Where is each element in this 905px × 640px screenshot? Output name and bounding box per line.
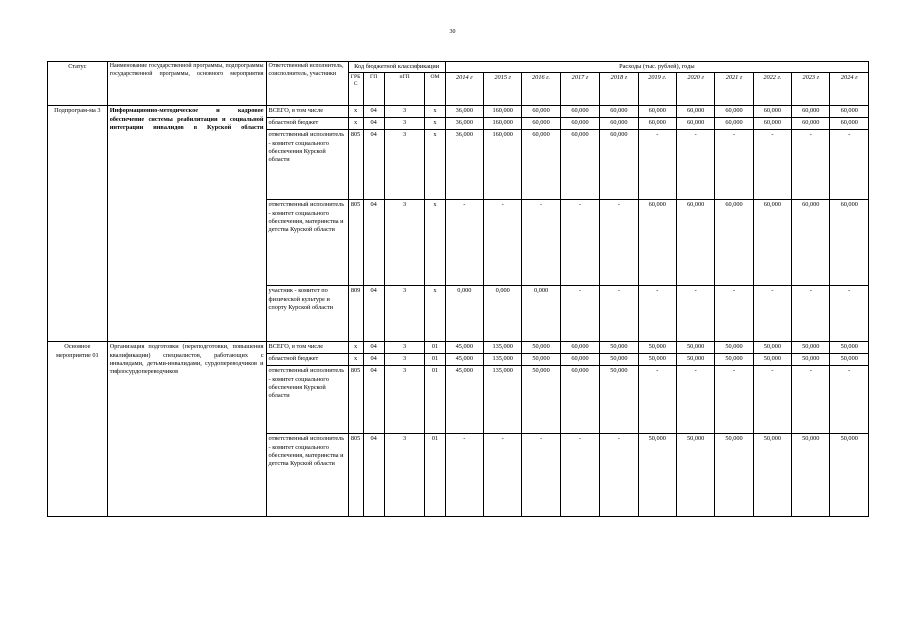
responsible-cell: участник - комитет по физической культуре и спорту Курской области: [266, 286, 348, 342]
value-cell: 50,000: [676, 354, 714, 366]
value-cell: 60,000: [560, 354, 599, 366]
value-cell: 60,000: [676, 118, 714, 130]
code-cell: 04: [363, 106, 384, 118]
value-cell: -: [638, 286, 676, 342]
code-cell: 3: [384, 286, 425, 342]
value-cell: 50,000: [830, 434, 869, 517]
responsible-cell: ВСЕГО, в том числе: [266, 342, 348, 354]
value-cell: -: [484, 434, 522, 517]
code-cell: 3: [384, 200, 425, 286]
value-cell: 50,000: [600, 342, 638, 354]
value-cell: 60,000: [638, 118, 676, 130]
value-cell: 45,000: [445, 342, 483, 354]
value-cell: -: [600, 434, 638, 517]
value-cell: 160,000: [484, 130, 522, 200]
value-cell: -: [676, 130, 714, 200]
responsible-cell: ответственный исполнитель - комитет социального обеспечения, материнства и детства Курской области: [266, 200, 348, 286]
value-cell: -: [715, 130, 753, 200]
value-cell: 36,000: [445, 106, 483, 118]
value-cell: 60,000: [560, 118, 599, 130]
value-cell: 60,000: [715, 106, 753, 118]
value-cell: 135,000: [484, 354, 522, 366]
value-cell: -: [560, 200, 599, 286]
value-cell: -: [522, 200, 560, 286]
value-cell: 0,000: [484, 286, 522, 342]
header-year: 2016 г.: [522, 73, 560, 106]
section-name: Организация подготовки (переподготовки, повышения квалификации) специалистов, работающих с инвалидами, детьми-инвалидами, сурдопереводчиков и тифлосурдопереводчиков: [107, 342, 266, 517]
responsible-cell: ВСЕГО, в том числе: [266, 106, 348, 118]
header-year: 2024 г: [830, 73, 869, 106]
code-cell: 01: [425, 434, 445, 517]
code-cell: 04: [363, 354, 384, 366]
value-cell: 60,000: [715, 118, 753, 130]
header-code-grbs: ГРБС: [348, 73, 363, 106]
code-cell: х: [348, 106, 363, 118]
value-cell: -: [484, 200, 522, 286]
value-cell: 50,000: [715, 342, 753, 354]
code-cell: 01: [425, 366, 445, 434]
value-cell: 160,000: [484, 106, 522, 118]
value-cell: -: [830, 366, 869, 434]
value-cell: 135,000: [484, 366, 522, 434]
header-codes-group: Код бюджетной классификации: [348, 62, 445, 73]
value-cell: 50,000: [638, 354, 676, 366]
value-cell: 0,000: [522, 286, 560, 342]
code-cell: х: [425, 118, 445, 130]
responsible-cell: ответственный исполнитель - комитет социального обеспечения Курской области: [266, 130, 348, 200]
value-cell: 50,000: [676, 342, 714, 354]
code-cell: 3: [384, 434, 425, 517]
header-year: 2020 г: [676, 73, 714, 106]
header-name: Наименование государственной программы, подпрограммы государственной программы, основного мероприятия: [107, 62, 266, 106]
value-cell: 60,000: [753, 118, 791, 130]
value-cell: -: [715, 286, 753, 342]
header-year: 2022 г.: [753, 73, 791, 106]
value-cell: 50,000: [715, 434, 753, 517]
responsible-cell: ответственный исполнитель - комитет социального обеспечения, материнства и детства Курской области: [266, 434, 348, 517]
value-cell: 50,000: [676, 434, 714, 517]
value-cell: 50,000: [715, 354, 753, 366]
header-year: 2017 г: [560, 73, 599, 106]
value-cell: 36,000: [445, 118, 483, 130]
value-cell: 60,000: [830, 118, 869, 130]
value-cell: 60,000: [753, 200, 791, 286]
section-name: Информационно-методическое и кадровое обеспечение системы реабилитации и социальной интеграции инвалидов в Курской области: [107, 106, 266, 342]
header-year: 2014 г: [445, 73, 483, 106]
code-cell: 04: [363, 342, 384, 354]
value-cell: -: [600, 200, 638, 286]
value-cell: 50,000: [753, 434, 791, 517]
value-cell: 50,000: [600, 354, 638, 366]
value-cell: 60,000: [522, 106, 560, 118]
value-cell: 60,000: [715, 200, 753, 286]
value-cell: -: [753, 130, 791, 200]
code-cell: 3: [384, 354, 425, 366]
header-status: Статус: [48, 62, 108, 106]
header-year: 2023 г: [792, 73, 830, 106]
value-cell: -: [445, 434, 483, 517]
value-cell: 60,000: [792, 118, 830, 130]
table-row: [48, 342, 869, 354]
header-row-1: [48, 62, 869, 73]
code-cell: 04: [363, 434, 384, 517]
code-cell: 805: [348, 200, 363, 286]
table-body: [48, 62, 869, 517]
value-cell: -: [560, 286, 599, 342]
header-responsible: Ответственный исполнитель, соисполнитель, участники: [266, 62, 348, 106]
value-cell: 50,000: [753, 342, 791, 354]
value-cell: 60,000: [600, 106, 638, 118]
responsible-cell: областной бюджет: [266, 118, 348, 130]
code-cell: х: [348, 118, 363, 130]
code-cell: 04: [363, 366, 384, 434]
value-cell: 50,000: [522, 354, 560, 366]
value-cell: 45,000: [445, 366, 483, 434]
code-cell: 04: [363, 286, 384, 342]
value-cell: 60,000: [792, 106, 830, 118]
code-cell: 01: [425, 342, 445, 354]
value-cell: -: [830, 130, 869, 200]
value-cell: 50,000: [792, 354, 830, 366]
value-cell: 60,000: [676, 200, 714, 286]
value-cell: -: [522, 434, 560, 517]
header-expenses-group: Расходы (тыс. рублей), годы: [445, 62, 868, 73]
value-cell: 60,000: [560, 106, 599, 118]
code-cell: 04: [363, 200, 384, 286]
section-status: Основное мероприятие 01: [48, 342, 108, 517]
page-number: 30: [449, 29, 456, 35]
value-cell: 50,000: [792, 342, 830, 354]
value-cell: 60,000: [676, 106, 714, 118]
code-cell: х: [425, 200, 445, 286]
code-cell: 3: [384, 130, 425, 200]
value-cell: 50,000: [753, 354, 791, 366]
code-cell: 04: [363, 130, 384, 200]
value-cell: -: [600, 286, 638, 342]
value-cell: 60,000: [830, 106, 869, 118]
value-cell: -: [792, 130, 830, 200]
value-cell: 45,000: [445, 354, 483, 366]
value-cell: -: [792, 366, 830, 434]
value-cell: 60,000: [830, 200, 869, 286]
value-cell: 50,000: [638, 434, 676, 517]
code-cell: х: [348, 354, 363, 366]
code-cell: 3: [384, 118, 425, 130]
header-year: 2018 г: [600, 73, 638, 106]
header-year: 2021 г: [715, 73, 753, 106]
header-code-pgp: пГП: [384, 73, 425, 106]
value-cell: 60,000: [560, 366, 599, 434]
value-cell: 60,000: [792, 200, 830, 286]
budget-table: [47, 61, 869, 517]
value-cell: -: [715, 366, 753, 434]
value-cell: -: [560, 434, 599, 517]
value-cell: 135,000: [484, 342, 522, 354]
value-cell: -: [792, 286, 830, 342]
value-cell: -: [830, 286, 869, 342]
value-cell: 160,000: [484, 118, 522, 130]
code-cell: 01: [425, 354, 445, 366]
value-cell: 50,000: [638, 342, 676, 354]
value-cell: 60,000: [560, 342, 599, 354]
code-cell: х: [348, 342, 363, 354]
value-cell: 50,000: [600, 366, 638, 434]
value-cell: -: [638, 366, 676, 434]
value-cell: 60,000: [753, 106, 791, 118]
header-year: 2019 г.: [638, 73, 676, 106]
responsible-cell: областной бюджет: [266, 354, 348, 366]
code-cell: 805: [348, 434, 363, 517]
code-cell: 3: [384, 366, 425, 434]
value-cell: -: [445, 200, 483, 286]
code-cell: 3: [384, 342, 425, 354]
code-cell: 04: [363, 118, 384, 130]
code-cell: 3: [384, 106, 425, 118]
code-cell: 805: [348, 366, 363, 434]
value-cell: 60,000: [600, 118, 638, 130]
value-cell: 60,000: [522, 118, 560, 130]
header-code-gp: ГП: [363, 73, 384, 106]
value-cell: -: [638, 130, 676, 200]
code-cell: х: [425, 106, 445, 118]
value-cell: 60,000: [638, 200, 676, 286]
value-cell: 50,000: [830, 342, 869, 354]
value-cell: 50,000: [830, 354, 869, 366]
header-year: 2015 г: [484, 73, 522, 106]
value-cell: 50,000: [522, 366, 560, 434]
value-cell: -: [753, 286, 791, 342]
value-cell: 60,000: [638, 106, 676, 118]
table-row: [48, 106, 869, 118]
value-cell: 60,000: [560, 130, 599, 200]
code-cell: х: [425, 286, 445, 342]
value-cell: 50,000: [522, 342, 560, 354]
code-cell: 805: [348, 130, 363, 200]
section-status: Подпрограм-ма 3: [48, 106, 108, 342]
value-cell: 0,000: [445, 286, 483, 342]
value-cell: 60,000: [600, 130, 638, 200]
value-cell: 50,000: [792, 434, 830, 517]
value-cell: -: [753, 366, 791, 434]
value-cell: -: [676, 286, 714, 342]
responsible-cell: ответственный исполнитель - комитет социального обеспечения Курской области: [266, 366, 348, 434]
value-cell: 36,000: [445, 130, 483, 200]
value-cell: -: [676, 366, 714, 434]
code-cell: х: [425, 130, 445, 200]
value-cell: 60,000: [522, 130, 560, 200]
code-cell: 809: [348, 286, 363, 342]
header-code-om: ОМ: [425, 73, 445, 106]
